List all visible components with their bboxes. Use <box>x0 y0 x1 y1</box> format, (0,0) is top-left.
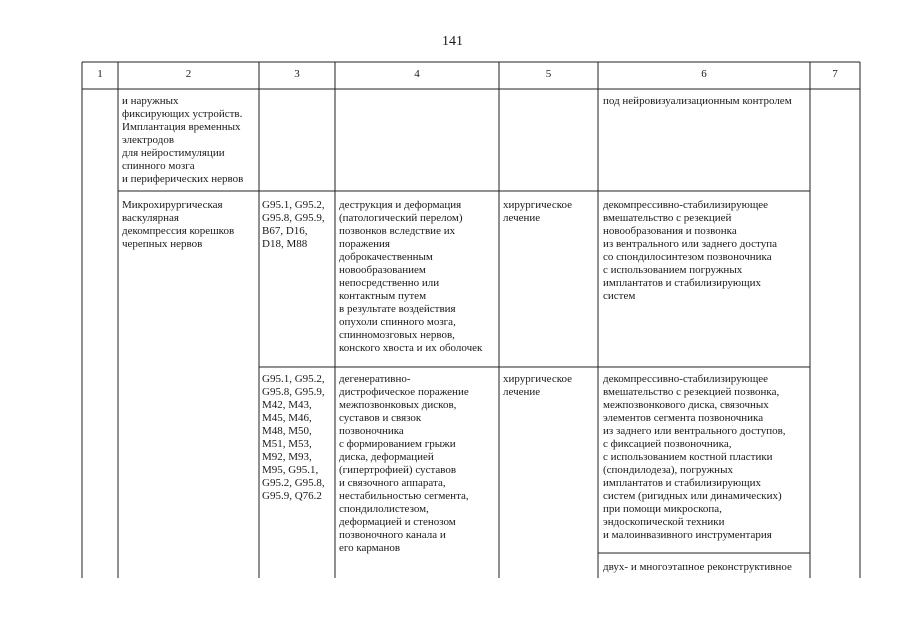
cell-line: систем (ригидных или динамических) <box>603 490 782 502</box>
cell-line: опухоли спинного мозга, <box>339 316 456 328</box>
cell-line: G95.2, G95.8, <box>262 477 325 489</box>
cell-line: для нейростимуляции <box>122 147 225 159</box>
cell-line: электродов <box>122 134 175 146</box>
cell-line: деформацией и стенозом <box>339 516 456 528</box>
cell-line: позвонков вследствие их <box>339 225 456 237</box>
cell-line: M92, M93, <box>262 451 312 463</box>
cell-line: B67, D16, <box>262 225 308 237</box>
cell-line: G95.9, Q76.2 <box>262 490 322 502</box>
cell-line: имплантатов и стабилизирующих <box>603 277 762 289</box>
col-header-1: 1 <box>97 68 103 80</box>
cell-line: и периферических нервов <box>122 173 244 185</box>
col-header-3: 3 <box>294 68 300 80</box>
cell-line: и связочного аппарата, <box>339 477 446 489</box>
row1-col4 <box>339 199 482 355</box>
cell-line: хирургическое <box>503 199 573 211</box>
col-header-2: 2 <box>185 68 192 80</box>
cell-line: при помощи микроскопа, <box>603 503 722 515</box>
col-header-4: 4 <box>414 68 420 80</box>
cell-line: хирургическое <box>503 373 573 385</box>
row1-col3 <box>262 199 325 251</box>
cell-line: M51, M53, <box>262 438 312 450</box>
cell-line: нестабильностью сегмента, <box>339 490 469 502</box>
col-header-7: 7 <box>832 68 838 80</box>
cell-line: спондилолистезом, <box>339 503 429 515</box>
cell-line: доброкачественным <box>339 251 433 263</box>
cell-line: в результате воздействия <box>339 303 456 315</box>
cell-line: имплантатов и стабилизирующих <box>603 477 762 489</box>
cell-line: позвоночника <box>339 425 404 437</box>
row0-col6 <box>603 95 792 108</box>
cell-line: (патологический перелом) <box>339 212 463 224</box>
row1-col2 <box>122 199 234 251</box>
row2-col6 <box>603 373 786 542</box>
cell-line: фиксирующих устройств. <box>122 108 243 120</box>
cell-line: вмешательство с резекцией позвонка, <box>603 386 780 398</box>
cell-line: M48, M50, <box>262 425 312 437</box>
cell-line: васкулярная <box>122 212 179 224</box>
cell-line: лечение <box>503 386 541 398</box>
cell-line: позвоночного канала и <box>339 529 446 541</box>
row0-col2 <box>122 95 243 186</box>
cell-line: двух- и многоэтапное реконструктивное <box>603 561 792 573</box>
cell-line: поражения <box>339 238 390 250</box>
cell-line: спинного мозга <box>122 160 195 172</box>
cell-line: деструкция и деформация <box>339 199 462 211</box>
row2-col6b <box>603 561 792 574</box>
cell-line: D18, M88 <box>262 238 308 250</box>
cell-line: лечение <box>503 212 541 224</box>
row2-col5 <box>503 373 572 399</box>
cell-line: (спондилодеза), погружных <box>603 464 733 476</box>
col-header-6: 6 <box>701 68 707 80</box>
cell-line: черепных нервов <box>122 238 203 250</box>
page-number: 141 <box>442 34 463 49</box>
cell-line: G95.8, G95.9, <box>262 212 325 224</box>
cell-line: эндоскопической техники <box>603 516 725 528</box>
cell-line: декомпрессивно-стабилизирующее <box>603 373 769 385</box>
cell-line: непосредственно или <box>339 277 440 289</box>
cell-line: с использованием погружных <box>603 264 743 276</box>
cell-line: межпозвонковых дисков, <box>339 399 457 411</box>
cell-line: вмешательство с резекцией <box>603 212 732 224</box>
row2-col4 <box>339 373 469 555</box>
cell-line: с формированием грыжи <box>339 438 456 450</box>
cell-line: декомпрессивно-стабилизирующее <box>603 199 769 211</box>
row2-col3 <box>262 373 325 503</box>
cell-line: G95.8, G95.9, <box>262 386 325 398</box>
cell-line: элементов сегмента позвоночника <box>603 412 764 424</box>
cell-line: систем <box>603 290 636 302</box>
row1-col5 <box>503 199 572 225</box>
cell-line: конского хвоста и их оболочек <box>339 342 483 354</box>
cell-line: его карманов <box>339 542 401 554</box>
cell-line: с использованием костной пластики <box>603 451 773 463</box>
cell-line: с фиксацией позвоночника, <box>603 438 732 450</box>
cell-line: Микрохирургическая <box>122 199 223 211</box>
cell-line: дегенеративно- <box>339 373 411 385</box>
cell-line: и малоинвазивного инструментария <box>603 529 772 541</box>
cell-line: межпозвонкового диска, связочных <box>603 399 769 411</box>
cell-line: со спондилосинтезом позвоночника <box>603 251 772 263</box>
cell-line: декомпрессия корешков <box>122 225 235 237</box>
cell-line: Имплантация временных <box>122 121 241 133</box>
col-header-5: 5 <box>545 68 552 80</box>
cell-line: G95.1, G95.2, <box>262 199 325 211</box>
cell-line: M45, M46, <box>262 412 312 424</box>
cell-line: новообразованием <box>339 264 426 276</box>
cell-line: (гипертрофией) суставов <box>339 464 457 476</box>
row1-col6 <box>603 199 777 303</box>
cell-line: контактным путем <box>339 290 427 302</box>
cell-line: новообразования и позвонка <box>603 225 737 237</box>
cell-line: G95.1, G95.2, <box>262 373 325 385</box>
cell-line: M95, G95.1, <box>262 464 319 476</box>
cell-line: дистрофическое поражение <box>339 386 469 398</box>
cell-line: под нейровизуализационным контролем <box>603 95 792 107</box>
cell-line: диска, деформацией <box>339 451 434 463</box>
cell-line: M42, M43, <box>262 399 312 411</box>
cell-line: из вентрального или заднего доступа <box>603 238 777 250</box>
cell-line: из заднего или вентрального доступов, <box>603 425 786 437</box>
cell-line: и наружных <box>122 95 179 107</box>
cell-line: суставов и связок <box>339 412 422 424</box>
cell-line: спинномозговых нервов, <box>339 329 455 341</box>
